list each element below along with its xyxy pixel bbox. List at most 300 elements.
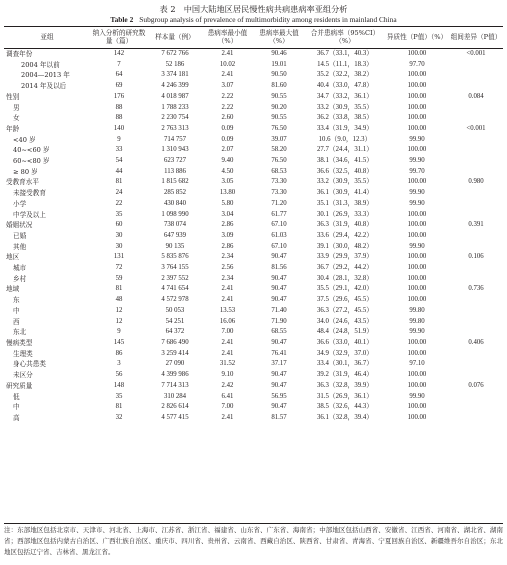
table-group-row <box>4 338 503 349</box>
row-label: 中 <box>13 306 20 315</box>
table-cell: 2.86 <box>221 221 234 229</box>
table-cell: 36.3（31.9，40.8） <box>316 221 374 229</box>
table-cell: 35.1（31.3，38.9） <box>316 199 374 207</box>
table-cell: 99.90 <box>409 199 425 207</box>
table-cell <box>449 103 503 114</box>
table-cell: 714 757 <box>163 135 187 143</box>
table-cell: 67.10 <box>271 242 287 250</box>
table-cell: 90.47 <box>271 274 287 282</box>
table-cell: 2.42 <box>221 381 234 389</box>
table-cell: 100.00 <box>407 253 427 261</box>
table-cell: 10.6（9.0，12.3） <box>318 135 372 143</box>
column-header: 患病率最小值（%） <box>202 26 253 49</box>
subgroup-table <box>4 26 503 424</box>
table-cell: 33.2（30.9，35.5） <box>316 103 374 111</box>
table-cell: 4 018 987 <box>161 92 189 100</box>
table-cell <box>449 70 503 81</box>
row-label: 生理类 <box>13 349 33 358</box>
table-cell: 33.2（30.9，35.5） <box>316 178 374 186</box>
table-cell: 90.50 <box>271 71 287 79</box>
table-row <box>4 263 503 274</box>
table-cell: 2.56 <box>221 264 234 272</box>
row-label: 慢病类型 <box>6 338 33 347</box>
table-cell: 76.50 <box>271 124 287 132</box>
table-cell: 100.00 <box>407 221 427 229</box>
table-cell <box>449 317 503 328</box>
table-cell: 2.41 <box>221 413 234 421</box>
table-cell: 50 053 <box>165 306 185 314</box>
table-row <box>4 392 503 403</box>
table-cell <box>449 402 503 413</box>
table-cell: 90.46 <box>271 50 287 57</box>
table-cell: 90 135 <box>165 242 185 250</box>
table-cell: 100.00 <box>407 124 427 132</box>
column-header: 患病率最大值（%） <box>253 26 305 49</box>
row-label: 婚姻状况 <box>6 221 33 230</box>
table-cell: 90.47 <box>271 253 287 261</box>
table-group-row <box>4 92 503 103</box>
table-cell: 90.47 <box>271 296 287 304</box>
table-cell: 88 <box>115 114 123 122</box>
table-cell: 30.4（28.1，32.8） <box>316 274 374 282</box>
table-cell: 56.95 <box>271 392 287 400</box>
table-cell: 2.41 <box>221 296 234 304</box>
table-cell: 2.34 <box>221 253 234 261</box>
table-cell: 140 <box>113 124 125 132</box>
table-cell: 39.07 <box>271 135 287 143</box>
table-cell: 100.00 <box>407 82 427 90</box>
table-group-row <box>4 49 503 60</box>
table-row <box>4 413 503 424</box>
table-cell: 31.52 <box>219 360 236 368</box>
table-row <box>4 199 503 210</box>
table-cell: 71.20 <box>271 199 287 207</box>
table-cell: 0.076 <box>468 381 484 389</box>
table-cell: 2.22 <box>221 103 234 111</box>
table-cell: <0.001 <box>466 50 486 57</box>
table-cell: 100.00 <box>407 413 427 421</box>
table-cell: 7 672 766 <box>161 50 189 57</box>
table-cell: 623 727 <box>163 157 187 165</box>
table-cell: 68.55 <box>271 328 287 336</box>
table-cell: 2.41 <box>221 349 234 357</box>
table-cell: 33.9（29.9，37.9） <box>316 253 374 261</box>
table-cell: 39.2（31.9，46.4） <box>316 371 374 379</box>
column-header: 亚组 <box>4 26 90 49</box>
table-cell: 33.4（31.9，34.9） <box>316 124 374 132</box>
table-cell: 36.3（32.8，39.9） <box>316 381 374 389</box>
table-cell: 30.1（26.9，33.3） <box>316 210 374 218</box>
table-cell: 27.7（24.4，31.1） <box>316 146 374 154</box>
row-label: 受教育水平 <box>6 178 39 187</box>
table-cell: 2.41 <box>221 50 234 57</box>
table-cell: 99.90 <box>409 189 425 197</box>
table-row <box>4 113 503 124</box>
table-cell: 61.77 <box>271 210 287 218</box>
row-label: 年龄 <box>6 124 20 133</box>
table-group-row <box>4 252 503 263</box>
table-cell: 39.1（30.0，48.2） <box>316 242 374 250</box>
table-cell: 72 <box>115 264 123 272</box>
table-cell: 100.00 <box>407 71 427 79</box>
table-cell: 10.02 <box>219 60 236 68</box>
table-cell: 0.106 <box>468 253 484 261</box>
bottom-rule <box>4 523 503 524</box>
table-cell: 4 246 399 <box>161 82 189 90</box>
table-row <box>4 145 503 156</box>
table-row <box>4 317 503 328</box>
row-label: 中 <box>13 403 20 412</box>
table-row <box>4 370 503 381</box>
table-cell <box>449 231 503 242</box>
table-row <box>4 349 503 360</box>
table-cell: 86 <box>115 349 123 357</box>
table-cell: 37.17 <box>271 360 287 368</box>
table-cell: 99.80 <box>409 317 425 325</box>
column-header: 样本量（例） <box>148 26 202 49</box>
table-cell: 99.70 <box>409 167 425 175</box>
table-cell: 100.00 <box>407 210 427 218</box>
table-cell: 2.60 <box>221 114 234 122</box>
table-cell: 48.4（24.8，51.9） <box>316 328 374 336</box>
row-label: 研究质量 <box>6 381 33 390</box>
table-cell: 90.55 <box>271 92 287 100</box>
table-cell: 56 <box>115 371 123 379</box>
table-cell: 60 <box>115 221 123 229</box>
table-cell: 31.5（26.9，36.1） <box>316 392 374 400</box>
table-cell: 13.80 <box>219 189 236 197</box>
row-label: 2004 年以前 <box>21 60 60 69</box>
table-cell: 7 686 490 <box>161 338 189 346</box>
table-cell: 1 815 682 <box>161 178 189 186</box>
table-cell: 12 <box>115 317 123 325</box>
row-label: 未区分 <box>13 371 33 380</box>
table-cell: 81.56 <box>271 264 287 272</box>
table-cell: 67.10 <box>271 221 287 229</box>
table-cell: 100.00 <box>407 338 427 346</box>
table-cell: 100.00 <box>407 178 427 186</box>
table-cell: 33 <box>115 146 123 154</box>
row-label: 2014 年及以后 <box>21 82 67 91</box>
table-cell: 100.00 <box>407 296 427 304</box>
column-header: 异质性（P值）（%） <box>385 26 449 49</box>
table-cell: 113 886 <box>164 167 186 175</box>
table-cell: 4 741 654 <box>161 285 189 293</box>
table-cell: 100.00 <box>407 146 427 154</box>
row-label: ≥ 80 岁 <box>13 167 38 176</box>
table-number: Table 2 <box>110 15 134 24</box>
table-cell: 73.30 <box>271 178 287 186</box>
table-cell: 71.40 <box>271 306 287 314</box>
table-cell: 100.00 <box>407 264 427 272</box>
row-label: 小学 <box>13 199 27 208</box>
table-cell: 36.7（33.1，40.3） <box>316 50 374 57</box>
table-cell: 9.10 <box>221 371 234 379</box>
table-cell: 54 251 <box>165 317 185 325</box>
table-cell: 13.53 <box>219 306 236 314</box>
table-cell: 2.07 <box>221 146 234 154</box>
table-cell <box>449 327 503 338</box>
table-cell: 99.80 <box>409 306 425 314</box>
table-cell: 100.00 <box>407 274 427 282</box>
row-label: 性别 <box>6 92 20 101</box>
table-cell: 30 <box>115 231 123 239</box>
table-cell: 71.90 <box>271 317 287 325</box>
table-cell: 34.7（33.2，36.1） <box>316 92 374 100</box>
table-cell: 0.980 <box>468 178 484 186</box>
table-cell: 81.57 <box>271 413 287 421</box>
table-cell: 148 <box>113 381 125 389</box>
table-cell <box>449 135 503 146</box>
table-caption: Subgroup analysis of prevalence of multimorbidity among residents in mainland China <box>139 15 397 24</box>
row-label: 未接受教育 <box>13 189 46 198</box>
row-label: 中学及以上 <box>13 210 46 219</box>
table-cell: 44 <box>115 167 123 175</box>
column-header: 纳入分析的研究数量（篇） <box>90 26 148 49</box>
table-cell: 3 374 181 <box>161 71 189 79</box>
table-cell: 35 <box>115 392 123 400</box>
table-cell: 99.90 <box>409 392 425 400</box>
table-cell: 3.04 <box>221 210 234 218</box>
row-label: 男 <box>13 103 20 112</box>
table-cell: 2.41 <box>221 338 234 346</box>
table-cell: 38.5（32.6，44.3） <box>316 403 374 411</box>
row-label: 其他 <box>13 242 27 251</box>
table-row <box>4 156 503 167</box>
table-cell: 36.1（32.8，39.4） <box>316 413 374 421</box>
table-cell: 69 <box>115 82 123 90</box>
table-cell: 16.06 <box>219 317 236 325</box>
row-label: 地域 <box>6 285 20 294</box>
table-cell: 7.00 <box>221 328 234 336</box>
table-cell: 99.90 <box>409 157 425 165</box>
table-cell: 64 372 <box>165 328 185 336</box>
table-cell: 9.40 <box>221 157 234 165</box>
table-row <box>4 295 503 306</box>
table-title-english <box>0 15 507 24</box>
table-cell: 88 <box>115 103 123 111</box>
table-cell: 59 <box>115 274 123 282</box>
table-cell <box>449 306 503 317</box>
table-cell: 100.00 <box>407 381 427 389</box>
table-cell: 5.80 <box>221 199 234 207</box>
row-label: 高 <box>13 413 20 422</box>
table-cell: 36.2（33.8，38.5） <box>316 114 374 122</box>
table-cell: 2 397 552 <box>161 274 189 282</box>
table-row <box>4 231 503 242</box>
table-title-chinese: 表 2 中国大陆地区居民慢性病共病患病率亚组分析 <box>159 4 348 14</box>
table-cell: 9 <box>117 328 121 336</box>
table-row <box>4 188 503 199</box>
table-cell <box>449 188 503 199</box>
table-cell <box>449 359 503 370</box>
table-group-row <box>4 177 503 188</box>
table-cell: 145 <box>113 338 125 346</box>
row-label: 2004—2013 年 <box>21 71 70 80</box>
row-label: 已婚 <box>13 231 27 240</box>
table-cell: 6.41 <box>221 392 234 400</box>
header-row <box>4 26 503 49</box>
table-cell: 1 788 233 <box>161 103 189 111</box>
table-cell: 76.41 <box>271 349 287 357</box>
table-cell: 100.00 <box>407 349 427 357</box>
table-cell: 285 852 <box>163 189 187 197</box>
table-row <box>4 70 503 81</box>
table-cell: 14.5（11.1，18.3） <box>317 60 373 68</box>
table-cell <box>449 60 503 71</box>
table-cell: 0.09 <box>221 124 234 132</box>
table-cell: 99.90 <box>409 135 425 143</box>
table-cell: 100.00 <box>407 103 427 111</box>
table-cell: 24 <box>115 189 123 197</box>
table-cell: 90.20 <box>271 103 287 111</box>
table-cell <box>449 167 503 178</box>
table-cell: 19.01 <box>271 60 287 68</box>
table-cell: 97.70 <box>409 60 425 68</box>
table-cell: 3.07 <box>221 82 234 90</box>
table-cell: 2.34 <box>221 274 234 282</box>
table-cell: 0.09 <box>221 135 234 143</box>
table-cell: 2.41 <box>221 71 234 79</box>
table-cell: 99.90 <box>409 328 425 336</box>
row-label: 城市 <box>13 264 27 273</box>
table-cell: 7 714 313 <box>161 381 189 389</box>
table-row <box>4 327 503 338</box>
row-label: 地区 <box>6 253 20 262</box>
row-label: 低 <box>13 392 20 401</box>
row-label: 乡村 <box>13 274 27 283</box>
table-cell: 2.86 <box>221 242 234 250</box>
row-label: <40 岁 <box>13 135 36 144</box>
table-cell: 738 074 <box>163 221 187 229</box>
table-cell <box>449 199 503 210</box>
table-cell: <0.001 <box>466 124 486 132</box>
table-cell: 2 230 754 <box>161 114 189 122</box>
table-cell: 310 284 <box>163 392 187 400</box>
table-cell: 2 826 614 <box>161 403 189 411</box>
table-cell <box>449 413 503 424</box>
table-group-row <box>4 284 503 295</box>
table-cell: 99.90 <box>409 242 425 250</box>
table-cell: 36.7（29.2，44.2） <box>316 264 374 272</box>
table-cell: 38.1（34.6，41.5） <box>316 157 374 165</box>
table-cell: 30 <box>115 242 123 250</box>
table-cell <box>449 349 503 360</box>
table-row <box>4 167 503 178</box>
table-cell: 7 <box>117 60 121 68</box>
table-cell: 3 259 414 <box>161 349 189 357</box>
table-cell: 33.6（29.4，42.2） <box>316 231 374 239</box>
table-cell: 12 <box>115 306 123 314</box>
table-footnote: 注：东部地区包括北京市、天津市、河北省、上海市、江苏省、浙江省、福建省、山东省、广东省、海南省；中部地区包括山西省、安徽省、江西省、河南省、湖北省、湖南省；西部地区包括内蒙古自治区、广西壮族自治区、重庆市、四川省、贵州省、云南省、西藏自治区、陕西省、甘肃省、青海省、宁夏回族自治区、新疆维吾尔自治区；东北地区包括辽宁省、吉林省、黑龙江省。 <box>4 526 503 556</box>
table-cell: 61.03 <box>271 231 287 239</box>
table-cell: 34.9（32.9，37.0） <box>316 349 374 357</box>
table-cell <box>449 392 503 403</box>
table-cell: 3 764 155 <box>161 264 189 272</box>
table-cell <box>449 370 503 381</box>
table-row <box>4 359 503 370</box>
table-cell: 90.55 <box>271 114 287 122</box>
table-cell: 9 <box>117 135 121 143</box>
table-cell: 36.6（32.5，40.8） <box>316 167 374 175</box>
table-cell: 2.22 <box>221 92 234 100</box>
table-cell: 36.1（30.9，41.4） <box>316 189 374 197</box>
table-cell: 1 098 990 <box>161 210 189 218</box>
table-cell: 54 <box>115 157 123 165</box>
table-row <box>4 274 503 285</box>
table-group-row <box>4 124 503 135</box>
table-cell: 73.30 <box>271 189 287 197</box>
table-row <box>4 306 503 317</box>
table-row <box>4 103 503 114</box>
table-cell <box>449 295 503 306</box>
table-cell: 4 572 978 <box>161 296 189 304</box>
table-cell: 0.736 <box>468 285 484 293</box>
table-row <box>4 402 503 413</box>
table-cell <box>449 113 503 124</box>
table-cell: 36.6（33.0，40.1） <box>316 338 374 346</box>
table-cell: 35.2（32.2，38.2） <box>316 71 374 79</box>
table-cell: 35.5（29.1，42.0） <box>316 285 374 293</box>
table-cell: 4.50 <box>221 167 234 175</box>
table-cell: 58.20 <box>271 146 287 154</box>
column-header: 组间差异（P值） <box>449 26 503 49</box>
table-cell: 37.5（29.6，45.5） <box>316 296 374 304</box>
table-cell: 100.00 <box>407 371 427 379</box>
table-cell: 3.09 <box>221 231 234 239</box>
table-row <box>4 135 503 146</box>
table-cell: 22 <box>115 199 123 207</box>
table-cell <box>449 242 503 253</box>
table-cell <box>449 81 503 92</box>
table-cell: 68.53 <box>271 167 287 175</box>
row-label: 60~<80 岁 <box>13 157 50 166</box>
table-cell: 100.00 <box>407 92 427 100</box>
table-cell: 35 <box>115 210 123 218</box>
table-body <box>4 49 503 424</box>
table-cell: 100.00 <box>407 285 427 293</box>
table-cell: 81 <box>115 403 123 411</box>
table-cell: 100.00 <box>407 114 427 122</box>
table-cell: 176 <box>113 92 125 100</box>
table-cell: 0.084 <box>468 92 484 100</box>
table-cell: 0.406 <box>468 338 484 346</box>
table-cell: 142 <box>113 50 125 57</box>
row-label: 40~<60 岁 <box>13 146 50 155</box>
table-cell: 2 763 313 <box>161 124 189 132</box>
table-cell: 33.4（30.1，36.7） <box>316 360 374 368</box>
row-label: 西 <box>13 317 20 326</box>
table-cell: 36.3（27.2，45.5） <box>316 306 374 314</box>
table-row <box>4 210 503 221</box>
table-cell <box>449 156 503 167</box>
table-cell: 64 <box>115 71 123 79</box>
table-cell: 3 <box>117 360 121 368</box>
table-cell <box>449 210 503 221</box>
table-cell: 40.4（33.0，47.8） <box>316 82 374 90</box>
table-cell: 81 <box>115 178 123 186</box>
table-cell: 76.50 <box>271 157 287 165</box>
table-cell: 52 186 <box>165 60 185 68</box>
table-cell: 4 399 986 <box>161 371 189 379</box>
row-label: 身心共患类 <box>13 360 46 369</box>
table-cell: 647 939 <box>163 231 187 239</box>
table-cell: 32 <box>115 413 123 421</box>
table-cell: 1 310 943 <box>161 146 189 154</box>
table-cell: 0.391 <box>468 221 484 229</box>
table-cell: 90.47 <box>271 285 287 293</box>
table-cell: 34.0（24.6，43.5） <box>316 317 374 325</box>
